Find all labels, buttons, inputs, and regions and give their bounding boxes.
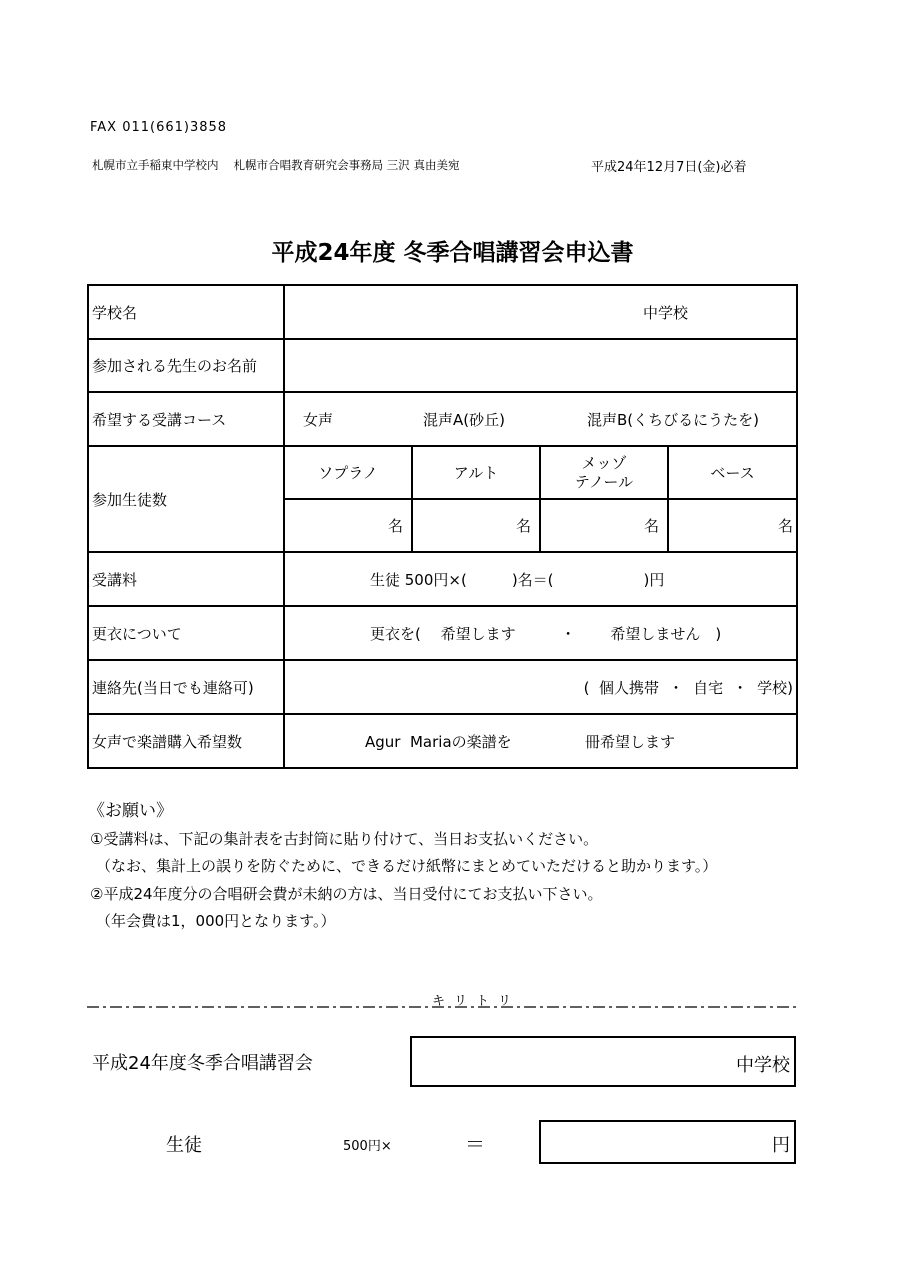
part-mezzo-label: メッゾ	[581, 453, 627, 472]
part-soprano-label: ソプラノ	[318, 464, 378, 482]
part-alto-label: アルト	[453, 464, 499, 482]
slip-school-field[interactable]	[410, 1036, 796, 1087]
cut-label: キリトリ	[432, 994, 521, 1009]
slip-equals: ＝	[465, 1132, 485, 1156]
course-option-female[interactable]: 女声	[303, 410, 334, 429]
application-form-table	[87, 284, 798, 769]
part-soprano	[284, 446, 412, 499]
school-name-field[interactable]	[284, 285, 797, 339]
slip-total-field[interactable]	[539, 1120, 796, 1164]
fee-label: 受講料	[88, 552, 284, 606]
row-fee	[88, 552, 797, 606]
school-label: 学校名	[88, 285, 284, 339]
fax-number: FAX 011(661)3858	[90, 120, 228, 135]
fee-field[interactable]	[284, 552, 797, 606]
part-tenor-label: テノール	[574, 472, 634, 491]
unit-label: 名	[387, 517, 403, 535]
contact-options: ( 個人携帯 ・ 自宅 ・ 学校)	[583, 678, 793, 697]
course-option-mixed-b[interactable]: 混声B(くちびるにうたを)	[587, 410, 759, 429]
changing-label: 更衣について	[88, 606, 284, 660]
note-line: （なお、集計上の誤りを防ぐために、できるだけ紙幣にまとめていただけると助かります。）	[96, 857, 718, 875]
changing-text: 更衣を( 希望します ・ 希望しません )	[370, 624, 722, 643]
students-label: 参加生徒数	[88, 446, 284, 552]
slip-unit-price: 500円×	[343, 1139, 392, 1154]
part-alto	[412, 446, 540, 499]
course-options	[284, 392, 797, 446]
contact-label: 連絡先(当日でも連絡可)	[88, 660, 284, 714]
unit-label: 名	[777, 517, 793, 535]
score-text-2: 冊希望します	[585, 732, 676, 751]
course-option-mixed-a[interactable]: 混声A(砂丘)	[423, 410, 505, 429]
school-suffix: 中学校	[643, 303, 689, 322]
slip-title: 平成24年度冬季合唱講習会	[92, 1053, 313, 1074]
notes	[90, 798, 717, 936]
part-bass	[668, 446, 797, 499]
slip-student-label: 生徒	[166, 1135, 202, 1156]
note-line: ①受講料は、下記の集計表を古封筒に貼り付けて、当日お支払いください。	[90, 829, 599, 848]
form-title: 平成24年度 冬季合唱講習会申込書	[271, 240, 634, 266]
office-address: 札幌市立手稲東中学校内 札幌市合唱教育研究会事務局 三沢 真由美宛	[92, 158, 460, 172]
unit-label: 名	[643, 517, 659, 535]
teacher-name-field[interactable]	[284, 339, 797, 392]
notes-heading: 《お願い》	[88, 801, 173, 821]
row-teacher	[88, 339, 797, 392]
count-soprano-field[interactable]	[284, 499, 412, 552]
slip-yen: 円	[772, 1135, 790, 1156]
cut-line	[87, 1003, 797, 1011]
count-alto-field[interactable]	[412, 499, 540, 552]
note-line: （年会費は1，000円となります。）	[96, 912, 336, 930]
score-label: 女声で楽譜購入希望数	[88, 714, 284, 768]
note-line: ②平成24年度分の合唱研会費が未納の方は、当日受付にてお支払い下さい。	[90, 884, 603, 903]
changing-field[interactable]	[284, 606, 797, 660]
contact-field[interactable]	[284, 660, 797, 714]
row-contact	[88, 660, 797, 714]
part-bass-label: ベース	[710, 464, 755, 482]
fee-text: 生徒 500円×( )名＝( )円	[370, 570, 665, 589]
count-bass-field[interactable]	[668, 499, 797, 552]
unit-label: 名	[515, 517, 531, 535]
score-text-1: Agur Mariaの楽譜を	[365, 732, 512, 751]
score-field[interactable]	[284, 714, 797, 768]
row-changing	[88, 606, 797, 660]
row-school	[88, 285, 797, 339]
slip-school-suffix: 中学校	[736, 1055, 790, 1076]
count-mezzo-tenor-field[interactable]	[540, 499, 668, 552]
teacher-label: 参加される先生のお名前	[88, 339, 284, 392]
deadline: 平成24年12月7日(金)必着	[591, 160, 747, 175]
part-mezzo-tenor	[540, 446, 668, 499]
row-course	[88, 392, 797, 446]
row-score	[88, 714, 797, 768]
course-label: 希望する受講コース	[88, 392, 284, 446]
row-parts-header	[88, 446, 797, 499]
